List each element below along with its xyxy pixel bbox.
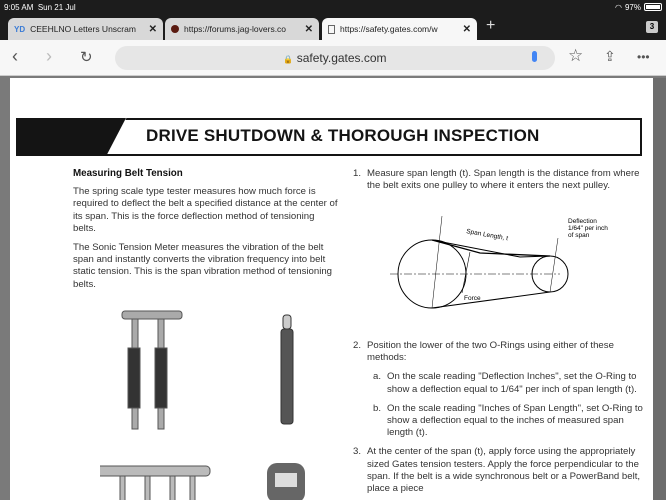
paragraph: The spring scale type tester measures how much force is required to deflect the belt a specified distance at the center of its span. This is the force deflection method of tensioning belts. (73, 186, 338, 234)
share-icon[interactable]: ⇪ (604, 48, 616, 64)
step-2b: b. On the scale reading "Inches of Span Length", set O-Ring to show a deflection equal to the inches of measured span length (t). (373, 402, 643, 439)
step-1: 1. Measure span length (t). Span length is the distance from where the belt exits one pulley to where it enters the next pulley. (353, 168, 640, 192)
page-icon (328, 25, 335, 34)
span-marker (432, 216, 442, 308)
left-column (73, 168, 338, 298)
deflected-belt (432, 240, 550, 256)
tab-strip (0, 14, 666, 40)
span-marker (550, 238, 558, 292)
deflection-label: Deflection (568, 218, 597, 225)
step-2: 2. Position the lower of the two O-Rings using either of these methods: (353, 340, 614, 364)
time: 9:05 AM (4, 2, 34, 12)
belt-span-diagram (390, 213, 630, 323)
right-column (353, 168, 643, 199)
yd-icon: YD (14, 24, 26, 34)
close-icon[interactable]: ✕ (148, 23, 157, 35)
more-icon[interactable]: ••• (637, 50, 650, 64)
deflection-label-3: of span (568, 232, 590, 239)
section-heading: Measuring Belt Tension (73, 168, 183, 179)
page-title: DRIVE SHUTDOWN & THOROUGH INSPECTION (146, 126, 540, 145)
reload-button[interactable]: ↻ (80, 49, 93, 66)
back-button[interactable]: ‹ (12, 46, 18, 66)
date: Sun 21 Jul (37, 2, 76, 12)
step-2a: a. On the scale reading "Deflection Inches", set the O-Ring to show a deflection equal to 1/64" per inch of span length (t). (373, 371, 637, 395)
battery-text: 97% (624, 2, 641, 12)
new-tab-button[interactable]: + (486, 17, 496, 34)
right-column-steps (353, 340, 643, 500)
force-arrow (462, 252, 470, 293)
multi-tester-image (100, 466, 210, 500)
scrollbar[interactable] (653, 78, 666, 500)
forward-button[interactable]: › (46, 46, 52, 66)
span-length-label: Span Length, t (465, 228, 509, 243)
sonic-meter-image (267, 463, 305, 500)
force-label: Force (464, 295, 481, 302)
lock-icon: 🔒 (283, 55, 294, 64)
wifi-icon: ◠ (615, 2, 622, 12)
status-bar (0, 0, 666, 14)
document-page (10, 78, 653, 500)
pen-tester-image (281, 315, 293, 424)
paragraph: The Sonic Tension Meter measures the vibration of the belt span and instantly converts the vibration frequency into belt static tension. This is the span vibration method of tensioning belts. (73, 242, 333, 290)
tab-2[interactable]: https://forums.jag-lovers.co ✕ (165, 18, 319, 40)
jag-icon (171, 25, 179, 33)
close-icon[interactable]: ✕ (462, 23, 471, 35)
tension-tester-images (100, 303, 350, 500)
mic-icon[interactable] (532, 51, 537, 62)
tab-3[interactable]: https://safety.gates.com/w ✕ (322, 18, 477, 40)
battery-icon (644, 3, 662, 11)
url-text: safety.gates.com (296, 51, 387, 65)
spring-scale-tester-image (122, 311, 182, 429)
bookmark-star-icon[interactable]: ☆ (568, 46, 584, 65)
toolbar (0, 40, 666, 76)
close-icon[interactable]: ✕ (304, 23, 313, 35)
address-bar[interactable] (115, 46, 555, 70)
tab-1[interactable]: YD CEEHLNO Letters Unscram ✕ (8, 18, 163, 40)
tab-count-button[interactable]: 3 (646, 21, 658, 33)
deflection-label-2: 1/64" per inch (568, 225, 608, 232)
step-3: 3. At the center of the span (t), apply force using the appropriately sized Gates tension testers. Apply the force perpendicular to the span. If the belt is a wide synchronous belt or a PowerBand belt, place a piece (353, 446, 641, 495)
